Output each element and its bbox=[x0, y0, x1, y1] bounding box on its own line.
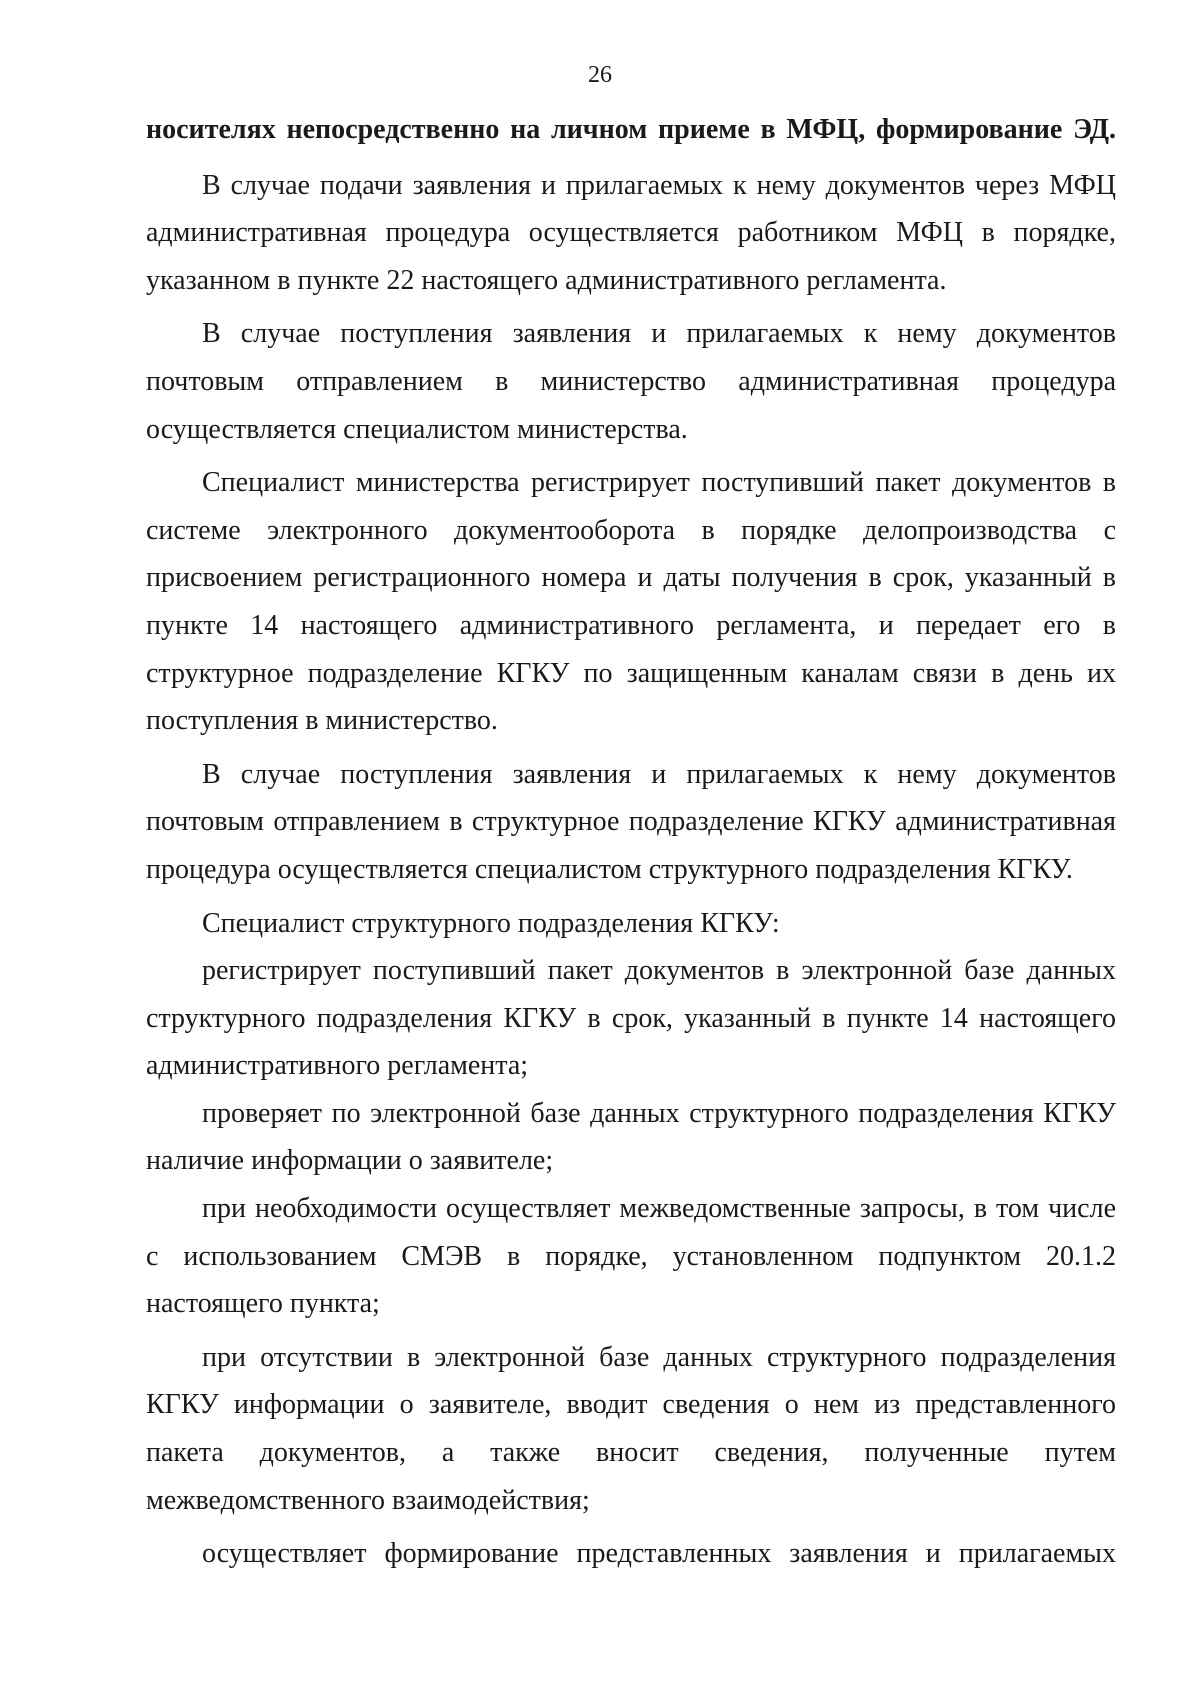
list-item-registers: регистрирует поступивший пакет документов в электронной базе данных структурного подразделения КГКУ в срок, указанный в пункте 14 настоящего административного регламента; bbox=[146, 955, 1116, 1082]
paragraph-postal-ministry: В случае поступления заявления и прилагаемых к нему документов почтовым отправлением в министерство административная процедура осуществляется специалистом министерства. bbox=[146, 318, 1116, 445]
list-item-enters-data: при отсутствии в электронной базе данных структурного подразделения КГКУ информации о заявителе, вводит сведения о нем из представленного пакета документов, а также вносит сведения, полученные путем межведомственного взаимодействия; bbox=[146, 1341, 1116, 1516]
list-item-checks: проверяет по электронной базе данных структурного подразделения КГКУ наличие информации о заявителе; bbox=[146, 1097, 1116, 1177]
paragraph-mfc-submission: В случае подачи заявления и прилагаемых к нему документов через МФЦ административная процедура осуществляется работником МФЦ в порядке, указанном в пункте 22 настоящего административного регламента. bbox=[146, 169, 1116, 296]
paragraph-ministry-specialist: Специалист министерства регистрирует поступивший пакет документов в системе электронного документооборота в порядке делопроизводства с присвоением регистрационного номера и даты получения в срок, указанный в пункте 14 настоящего административного регламента, и передает его в структурное подразделение КГКУ по защищенным каналам связи в день их поступления в министерство. bbox=[146, 467, 1116, 737]
page-number: 26 bbox=[588, 62, 612, 88]
paragraph-postal-kgku: В случае поступления заявления и прилагаемых к нему документов почтовым отправлением в структурное подразделение КГКУ административная процедура осуществляется специалистом структурного подразделения КГКУ. bbox=[146, 758, 1116, 885]
paragraph-continuation: носителях непосредственно на личном приеме в МФЦ, формирование ЭД. bbox=[146, 114, 1116, 145]
paragraph-kgku-specialist: Специалист структурного подразделения КГКУ: bbox=[202, 907, 780, 939]
list-item-requests: при необходимости осуществляет межведомственные запросы, в том числе с использованием СМЭВ в порядке, установленном подпунктом 20.1.2 настоящего пункта; bbox=[146, 1193, 1116, 1320]
list-item-forms: осуществляет формирование представленных заявления и прилагаемых bbox=[202, 1538, 1116, 1570]
page-body bbox=[146, 106, 1116, 1578]
